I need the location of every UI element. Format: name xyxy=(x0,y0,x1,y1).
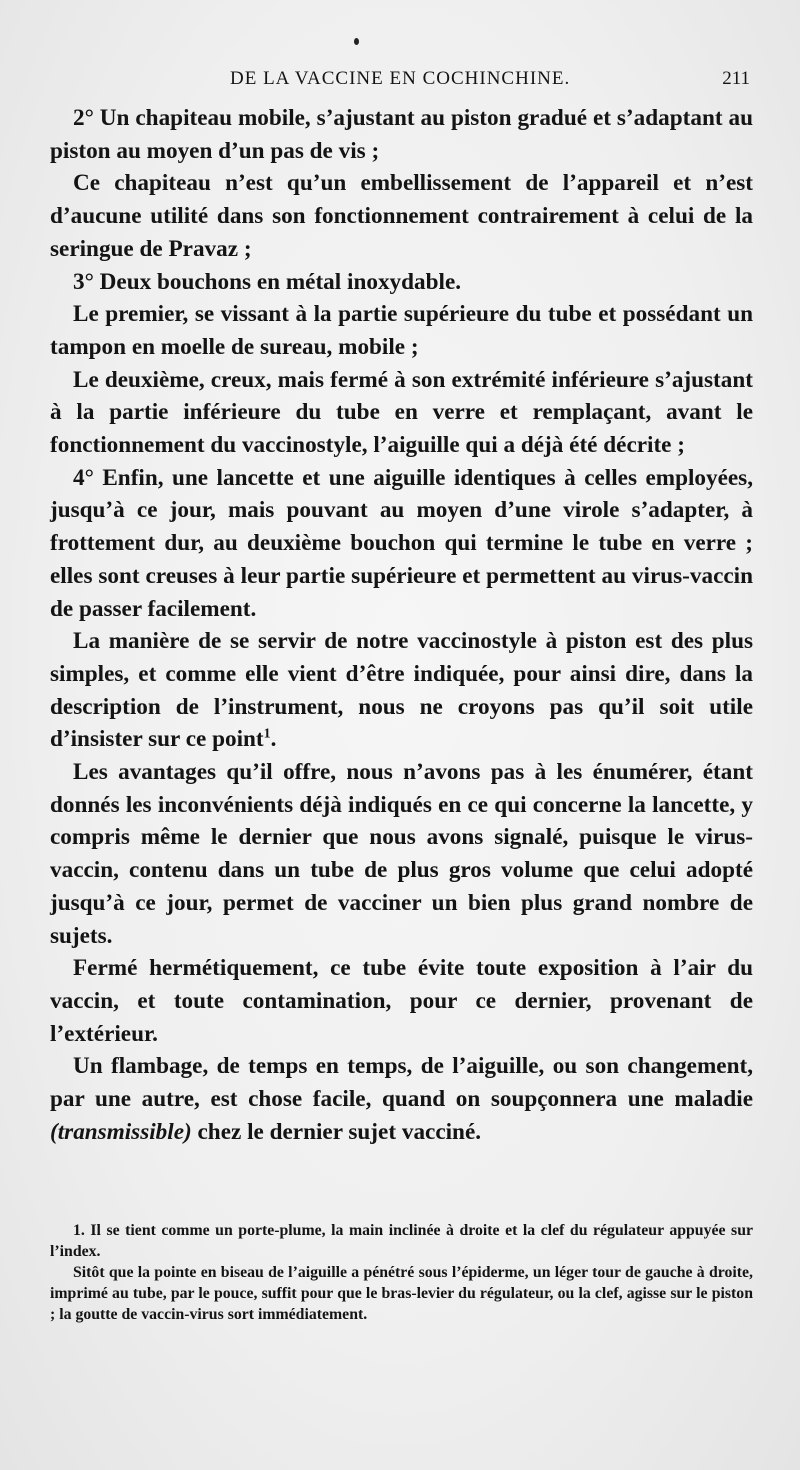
running-header xyxy=(230,68,750,96)
running-title: DE LA VACCINE EN COCHINCHINE. xyxy=(230,68,571,89)
italic-term: (transmissible) xyxy=(50,1118,192,1145)
page-number: 211 xyxy=(722,68,750,89)
footnote: 1. Il se tient comme un porte-plume, la main inclinée à droite et la clef du régulateur appuyée sur l’index. xyxy=(50,1222,753,1260)
paragraph-tail: chez le dernier sujet vacciné. xyxy=(191,1118,482,1145)
paragraph: Le deuxième, creux, mais fermé à son extrémité inférieure s’ajustant à la partie inférieure du tube en verre et remplaçant, avant le fonctionnement du vaccinostyle, l’aiguille qui a déjà été décrite ; xyxy=(50,366,753,459)
footnote-reference: 1 xyxy=(263,726,271,742)
footnote: Sitôt que la pointe en biseau de l’aiguille a pénétré sous l’épiderme, un léger tour de gauche à droite, imprimé au tube, par le pouce, suffit pour que le bras-levier du régulateur, ou la clef, agisse sur le piston ; la goutte de vaccin-virus sort immédiatement. xyxy=(50,1264,753,1323)
paragraph: 4° Enfin, une lancette et une aiguille identiques à celles employées, jusqu’à ce jour, mais pouvant au moyen d’une virole s’adapter, à frottement dur, au deuxième bouchon qui termine le tube en verre ; elles sont creuses à leur partie supérieure et permettent au virus-vaccin de passer facilement. xyxy=(50,464,753,622)
footnotes xyxy=(50,1220,753,1325)
paragraph-text: Un flambage, de temps en temps, de l’aiguille, ou son changement, par une autre, est chose facile, quand on soupçonnera une maladie xyxy=(50,1053,753,1113)
paragraph: Les avantages qu’il offre, nous n’avons pas à les énumérer, étant donnés les inconvénients déjà indiqués en ce qui concerne la lancette, y compris même le dernier que nous avons signalé, puisque le virus-vaccin, contenu dans un tube de plus gros volume que celui adopté jusqu’à ce jour, permet de vacciner un bien plus grand nombre de sujets. xyxy=(50,759,753,949)
paragraph-with-italic xyxy=(50,1050,753,1148)
main-text xyxy=(50,102,753,1149)
paragraph-with-footnote: La manière de se servir de notre vaccinostyle à piston est des plus simples, et comme elle vient d’être indiquée, pour ainsi dire, dans la description de l’instrument, nous ne croyons pas qu’il soit utile d’insister sur ce point$^1$. xyxy=(50,628,753,753)
paragraph: Le premier, se vissant à la partie supérieure du tube et possédant un tampon en moelle de sureau, mobile ; xyxy=(50,301,753,360)
paragraph: Ce chapiteau n’est qu’un embellissement de l’appareil et n’est d’aucune utilité dans son fonctionnement contrairement à celui de la seringue de Pravaz ; xyxy=(50,170,753,262)
paragraph: 2° Un chapiteau mobile, s’ajustant au piston gradué et s’adaptant au piston au moyen d’un pas de vis ; xyxy=(50,105,753,164)
paragraph: 3° Deux bouchons en métal inoxydable. xyxy=(73,268,462,295)
paragraph-text: La manière de se servir de notre vaccinostyle à piston est des plus simples, et comme elle vient d’être indiquée, pour ainsi dire, dans la description de l’instrument, nous ne croyons pas qu’il soit utile d’insister sur ce point xyxy=(50,628,753,753)
paragraph: Fermé hermétiquement, ce tube évite toute exposition à l’air du vaccin, et toute contamination, pour ce dernier, provenant de l’extérieur. xyxy=(50,955,753,1047)
print-speck xyxy=(354,38,359,45)
